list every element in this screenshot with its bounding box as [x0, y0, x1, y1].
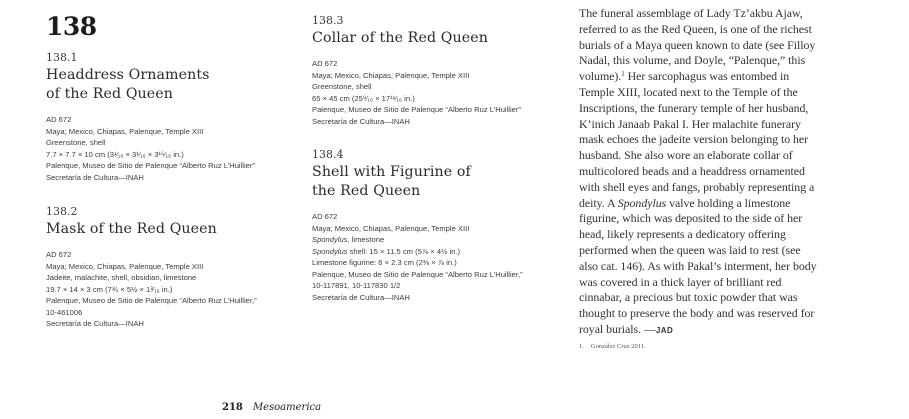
entry-collection: Palenque, Museo de Sitio de Palenque “Alberto Ruz L’Huillier” [312, 105, 521, 114]
entry-metadata [312, 211, 574, 303]
entry-title [46, 66, 296, 104]
entry-title [312, 163, 574, 201]
entry-title [46, 220, 296, 239]
italic-term: Spondylus [617, 195, 667, 210]
essay-text: Her sarcophagus was entombed in Temple XIII, located next to the Temple of the Inscriptions, the funerary temple of her husband, K’inich Janaab Pakal I. Her malachite funerary mask echoes the jadeite version belonging to her husband. She also wore an elaborate collar of multicolored beads and a headdress ornamented with shell eyes and fangs, probably representing a deity. A [579, 69, 815, 210]
entry-provenance: Maya; Mexico, Chiapas, Palenque, Temple XIII [312, 223, 470, 233]
entry-date: AD 672 [312, 212, 338, 221]
entry-owner: Secretaría de Cultura—INAH [46, 319, 144, 328]
entry-material: Greenstone, shell [312, 82, 372, 91]
entry-date: AD 672 [46, 115, 72, 124]
entry-provenance: Maya; Mexico, Chiapas, Palenque, Temple XIII [46, 261, 204, 271]
entry-dimensions: 7.7 × 7.7 × 10 cm (3¹⁄₁₆ × 3¹⁄₁₆ × 3¹⁵⁄₁₆ in.) [46, 149, 184, 159]
page-number: 218 [222, 402, 243, 413]
entry-dimensions-figurine: Limestone figurine: 6 × 2.3 cm (2⅜ × ⅞ in.) [312, 258, 457, 267]
entry-material: Jadeite, malachite, shell, obsidian, limestone [46, 273, 197, 282]
entry-material: Greenstone, shell [46, 138, 106, 147]
entry-number: 138.3 [312, 14, 344, 27]
author-initials: JAD [655, 325, 674, 335]
entry-owner: Secretaría de Cultura—INAH [312, 116, 410, 126]
entry-collection: Palenque, Museo de Sitio de Palenque “Alberto Ruz L’Huillier,” [46, 296, 257, 305]
entry-138-3 [312, 14, 574, 127]
material-rest: , limestone [347, 235, 385, 244]
entry-inventory: 10-461006 [46, 307, 83, 317]
entry-title-line: Collar of the Red Queen [312, 30, 488, 46]
entry-title-line: Mask of the Red Queen [46, 221, 217, 237]
entry-provenance: Maya; Mexico, Chiapas, Palenque, Temple XIII [312, 70, 470, 80]
dimensions-rest: shell: 15 × 11.5 cm (5⅞ × 4½ in.) [347, 246, 461, 256]
entry-138-4 [312, 148, 574, 303]
entry-dimensions: 65 × 45 cm (25⁹⁄₁₆ × 17¹¹⁄₁₆ in.) [312, 93, 415, 103]
entry-owner: Secretaría de Cultura—INAH [46, 172, 144, 182]
entry-title-line: Shell with Figurine of [312, 164, 471, 180]
footnote [579, 343, 646, 350]
entry-date: AD 672 [312, 59, 338, 68]
footnote-reference[interactable]: 1 [621, 70, 625, 79]
entry-number: 138.4 [312, 148, 344, 161]
entry-title-line: of the Red Queen [46, 86, 174, 102]
entry-collection: Palenque, Museo de Sitio de Palenque “Alberto Ruz L’Huillier,” [312, 269, 523, 279]
entry-metadata [312, 58, 574, 127]
entry-collection: Palenque, Museo de Sitio de Palenque “Alberto Ruz L’Huillier” [46, 161, 255, 170]
entry-number: 138.2 [46, 205, 78, 218]
entry-material [312, 234, 574, 246]
entry-provenance: Maya; Mexico, Chiapas, Palenque, Temple XIII [46, 126, 204, 136]
essay-text: The funeral assemblage of Lady Tz’akbu Ajaw, referred to as the Red Queen, is one of the richest burials of a Maya queen known to date (see Filloy Nadal, this volume, and Doyle, “Palenque,” this volume). [579, 6, 816, 84]
entry-owner: Secretaría de Cultura—INAH [312, 292, 410, 302]
entry-dimensions-shell [312, 246, 574, 258]
catalogue-number: 138 [46, 12, 97, 41]
entry-date: AD 672 [46, 250, 72, 259]
footnote-text: González Cruz 2011. [590, 343, 646, 350]
entry-title-line: the Red Queen [312, 183, 421, 199]
italic-term: Spondylus [312, 246, 348, 256]
page-footer [222, 402, 321, 413]
entry-metadata [46, 249, 296, 330]
entry-dimensions: 19.7 × 14 × 3 cm (7¾ × 5½ × 1³⁄₁₆ in.) [46, 284, 173, 294]
entry-138-2 [46, 205, 296, 330]
essay-text: valve holding a limestone figurine, which was deposited to the side of her head, likely represents a dedicatory offering performed when the queen was laid to rest (see also cat. 146). As with Pakal’s interment, her body was covered in a thick layer of brilliant red cinnabar, a precious but toxic powder that was thought to preserve the body and was reserved for royal burials. — [579, 195, 817, 336]
italic-term: Spondylus [312, 235, 348, 244]
entry-title [312, 29, 574, 48]
footnote-number: 1. [579, 343, 584, 350]
entry-number: 138.1 [46, 51, 78, 64]
entry-title-line: Headdress Ornaments [46, 67, 210, 83]
entry-metadata [46, 114, 296, 183]
entry-138-1 [46, 51, 296, 183]
essay-paragraph [579, 6, 819, 339]
section-name: Mesoamerica [252, 402, 322, 413]
entry-inventory: 10-117891, 10-117830 1/2 [312, 281, 401, 290]
